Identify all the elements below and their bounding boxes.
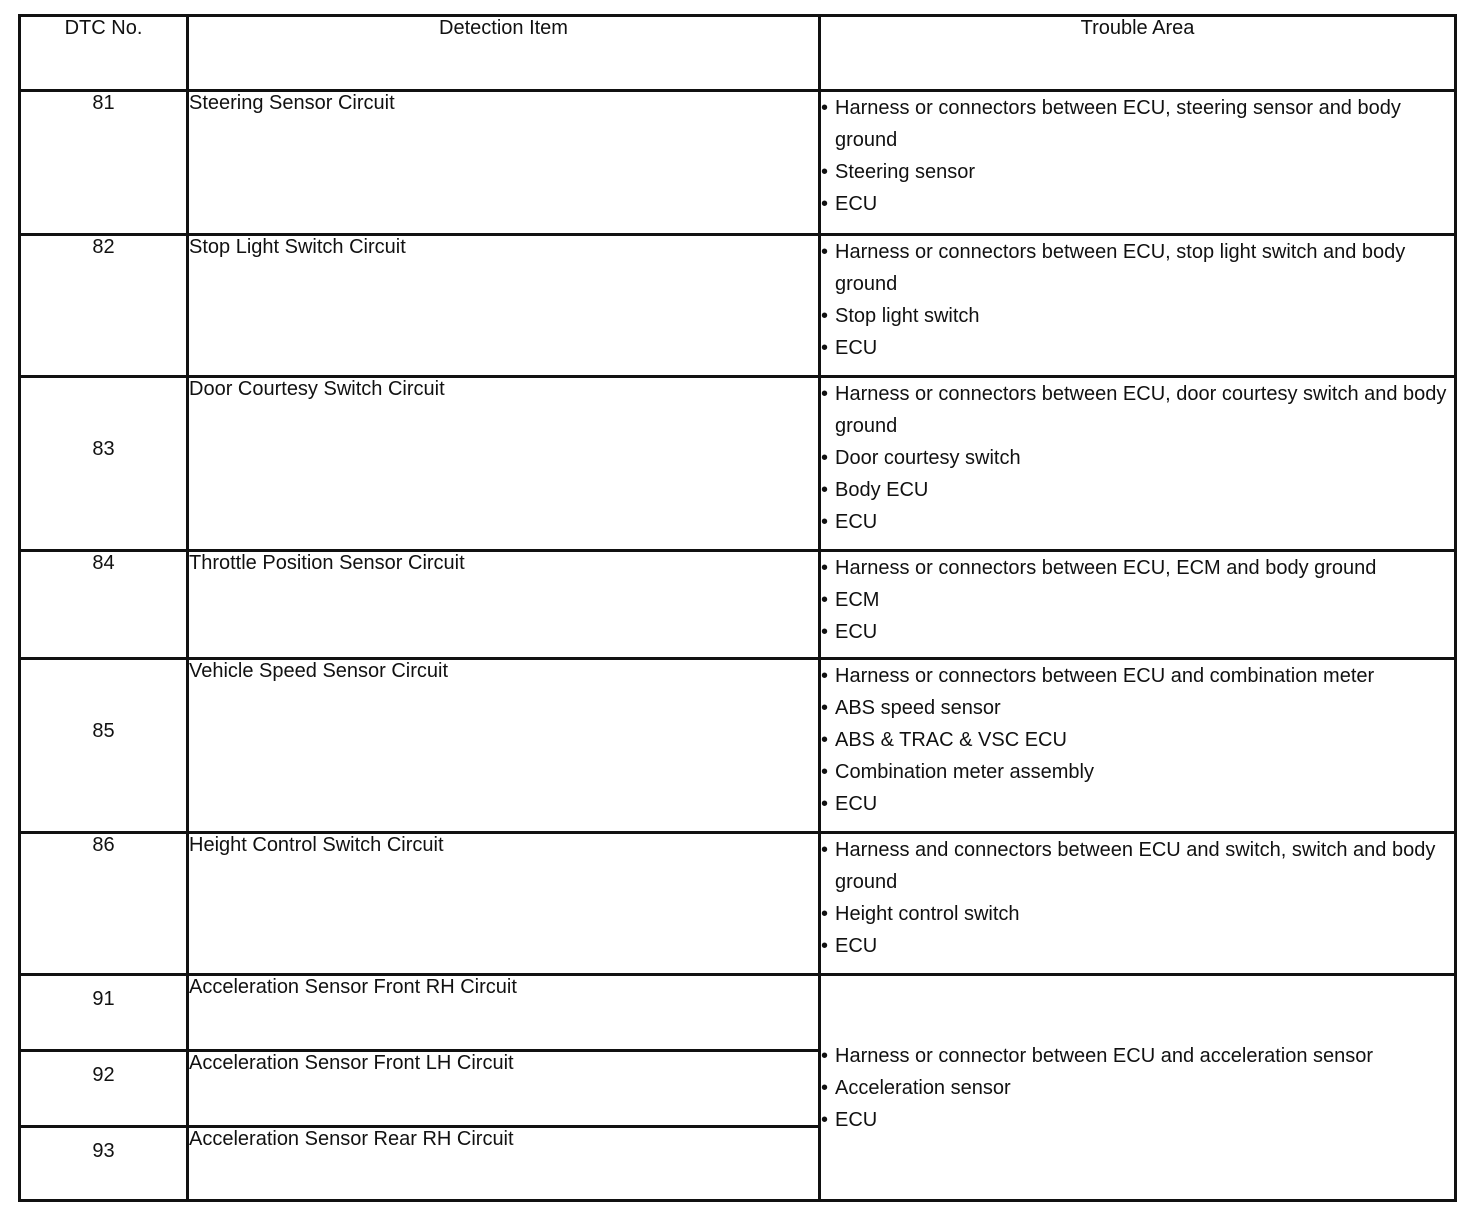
trouble-area-cell [820, 659, 1456, 833]
trouble-area-item: • Harness and connectors between ECU and switch, switch and body ground [821, 834, 1454, 898]
trouble-area-item: • ECU [821, 616, 1454, 648]
dtc-number: 82 [20, 235, 188, 377]
detection-item: Height Control Switch Circuit [188, 833, 820, 975]
trouble-area-item: • ECM [821, 584, 1454, 616]
trouble-area-cell [820, 975, 1456, 1201]
trouble-area-item: • ABS speed sensor [821, 692, 1454, 724]
trouble-area-list [821, 92, 1454, 220]
detection-item: Door Courtesy Switch Circuit [188, 377, 820, 551]
detection-item: Throttle Position Sensor Circuit [188, 551, 820, 659]
trouble-area-item: • Harness or connectors between ECU, door courtesy switch and body ground [821, 378, 1454, 442]
dtc-number: 86 [20, 833, 188, 975]
dtc-number: 83 [20, 377, 188, 551]
trouble-area-item: • Steering sensor [821, 156, 1454, 188]
trouble-area-item: • Height control switch [821, 898, 1454, 930]
trouble-area-list [821, 834, 1454, 962]
trouble-area-item: • Stop light switch [821, 300, 1454, 332]
trouble-area-list [821, 660, 1454, 820]
trouble-area-item: • ABS & TRAC & VSC ECU [821, 724, 1454, 756]
detection-item: Stop Light Switch Circuit [188, 235, 820, 377]
table-row [20, 659, 1456, 833]
detection-item: Steering Sensor Circuit [188, 91, 820, 235]
dtc-number: 84 [20, 551, 188, 659]
dtc-table [18, 14, 1457, 1202]
trouble-area-item: • Body ECU [821, 474, 1454, 506]
trouble-area-item: • Harness or connectors between ECU, steering sensor and body ground [821, 92, 1454, 156]
detection-item: Acceleration Sensor Rear RH Circuit [188, 1127, 820, 1201]
dtc-number: 81 [20, 91, 188, 235]
trouble-area-item: • ECU [821, 506, 1454, 538]
trouble-area-cell [820, 551, 1456, 659]
table-row [20, 975, 1456, 1051]
table-row [20, 551, 1456, 659]
table-row [20, 833, 1456, 975]
trouble-area-item: • ECU [821, 188, 1454, 220]
trouble-area-cell [820, 377, 1456, 551]
trouble-area-list [821, 236, 1454, 364]
header-trouble-area: Trouble Area [820, 16, 1456, 91]
trouble-area-list [821, 1040, 1454, 1136]
trouble-area-list [821, 552, 1454, 648]
trouble-area-item: • ECU [821, 788, 1454, 820]
trouble-area-item: • Acceleration sensor [821, 1072, 1454, 1104]
trouble-area-item: • ECU [821, 332, 1454, 364]
trouble-area-item: • Harness or connectors between ECU, ECM and body ground [821, 552, 1454, 584]
header-detection-item: Detection Item [188, 16, 820, 91]
trouble-area-item: • Harness or connector between ECU and acceleration sensor [821, 1040, 1454, 1072]
table-row [20, 235, 1456, 377]
dtc-number: 92 [20, 1051, 188, 1127]
trouble-area-list [821, 378, 1454, 538]
dtc-number: 91 [20, 975, 188, 1051]
detection-item: Vehicle Speed Sensor Circuit [188, 659, 820, 833]
trouble-area-item: • Harness or connectors between ECU, stop light switch and body ground [821, 236, 1454, 300]
trouble-area-item: • ECU [821, 1104, 1454, 1136]
detection-item: Acceleration Sensor Front RH Circuit [188, 975, 820, 1051]
trouble-area-cell [820, 833, 1456, 975]
header-dtc-no: DTC No. [20, 16, 188, 91]
trouble-area-item: • Door courtesy switch [821, 442, 1454, 474]
table-row [20, 377, 1456, 551]
trouble-area-item: • Harness or connectors between ECU and combination meter [821, 660, 1454, 692]
trouble-area-item: • ECU [821, 930, 1454, 962]
table-row [20, 91, 1456, 235]
table-header-row [20, 16, 1456, 91]
trouble-area-cell [820, 235, 1456, 377]
dtc-number: 85 [20, 659, 188, 833]
detection-item: Acceleration Sensor Front LH Circuit [188, 1051, 820, 1127]
trouble-area-item: • Combination meter assembly [821, 756, 1454, 788]
dtc-number: 93 [20, 1127, 188, 1201]
trouble-area-cell [820, 91, 1456, 235]
